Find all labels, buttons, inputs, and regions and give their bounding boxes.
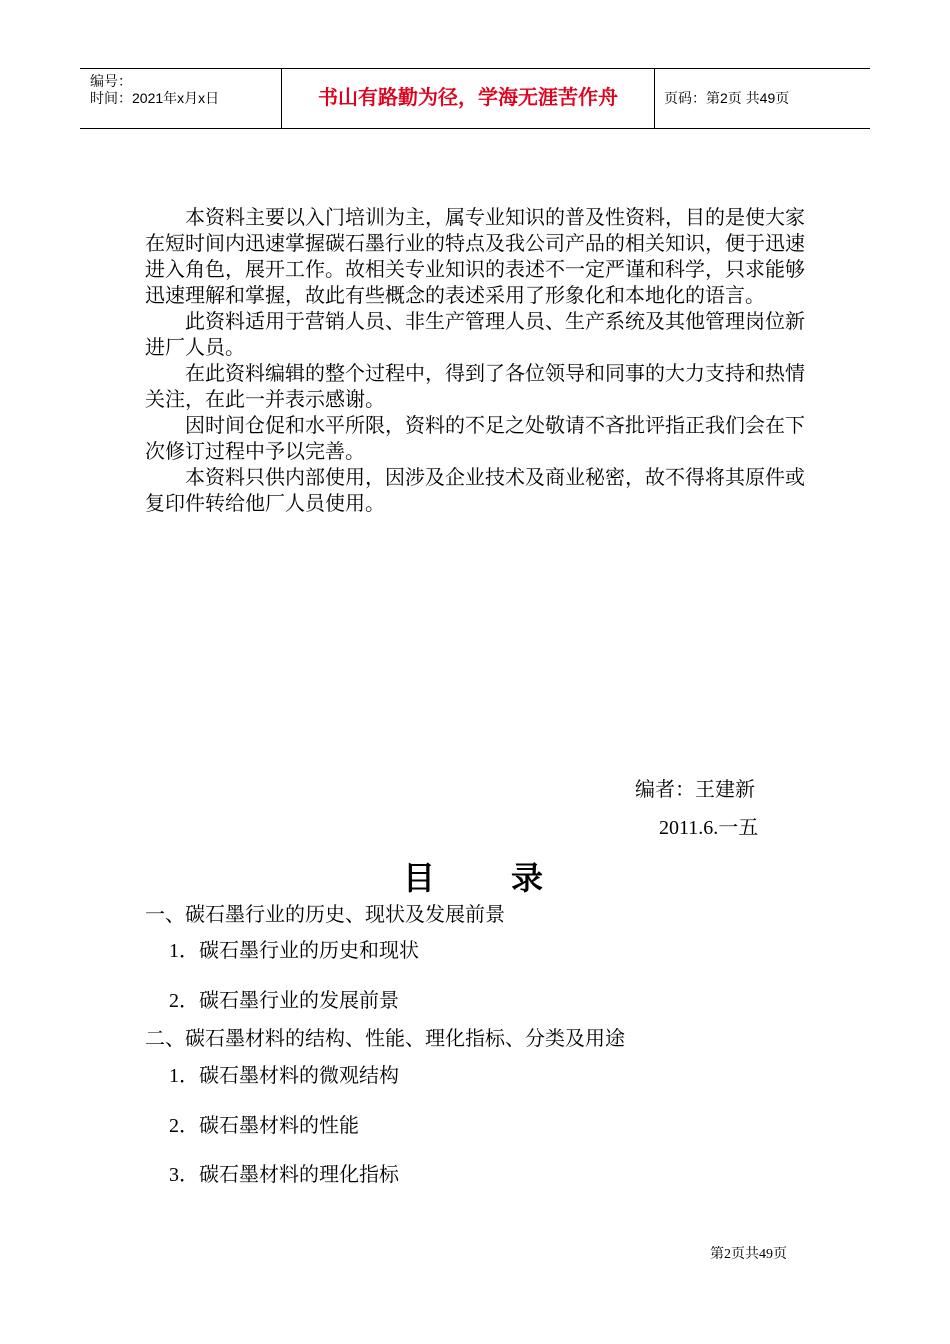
toc-item-1-2[interactable]: 2．碳石墨行业的发展前景: [169, 990, 399, 1012]
toc-item-1-1[interactable]: 1．碳石墨行业的历史和现状: [169, 940, 419, 962]
header-page-info: 页码：第2页 共49页: [664, 90, 790, 106]
paragraph: 本资料主要以入门培训为主，属专业知识的普及性资料，目的是使大家在短时间内迅速掌握碳石墨行业的特点及我公司产品的相关知识，便于迅速进入角色，展开工作。故相关专业知识的表述不一定严谨和科学，只求能够迅速理解和掌握，故此有些概念的表述采用了形象化和本地化的语言。: [145, 207, 805, 307]
toc-item-2-1[interactable]: 1．碳石墨材料的微观结构: [169, 1065, 399, 1087]
toc-section-2[interactable]: 二、碳石墨材料的结构、性能、理化指标、分类及用途: [145, 1028, 625, 1050]
paragraph: 本资料只供内部使用，因涉及企业技术及商业秘密，故不得将其原件或复印件转给他厂人员使用。: [145, 467, 805, 515]
toc-item-2-3[interactable]: 3．碳石墨材料的理化指标: [169, 1164, 399, 1186]
toc-title: 目录: [403, 860, 620, 896]
paragraph: 因时间仓促和水平所限，资料的不足之处敬请不吝批评指正我们会在下次修订过程中予以完善。: [145, 415, 805, 463]
document-time-label: 时间：2021年x月x日: [90, 90, 220, 106]
paragraph: 在此资料编辑的整个过程中，得到了各位领导和同事的大力支持和热情关注，在此一并表示感谢。: [145, 363, 805, 411]
header-motto: 书山有路勤为径，学海无涯苦作舟: [282, 69, 655, 128]
toc-section-1[interactable]: 一、碳石墨行业的历史、现状及发展前景: [145, 904, 505, 926]
signature-date: 2011.6.一五: [659, 817, 759, 839]
document-number-label: 编号：: [90, 73, 132, 89]
paragraph: 此资料适用于营销人员、非生产管理人员、生产系统及其他管理岗位新进厂人员。: [145, 311, 805, 359]
author-signature: 编者：王建新: [635, 779, 755, 801]
document-header: [80, 68, 870, 129]
toc-item-2-2[interactable]: 2．碳石墨材料的性能: [169, 1115, 359, 1137]
header-meta: [80, 69, 282, 128]
preface-body: [145, 205, 810, 517]
page-footer: 第2页共49页: [710, 1247, 787, 1262]
